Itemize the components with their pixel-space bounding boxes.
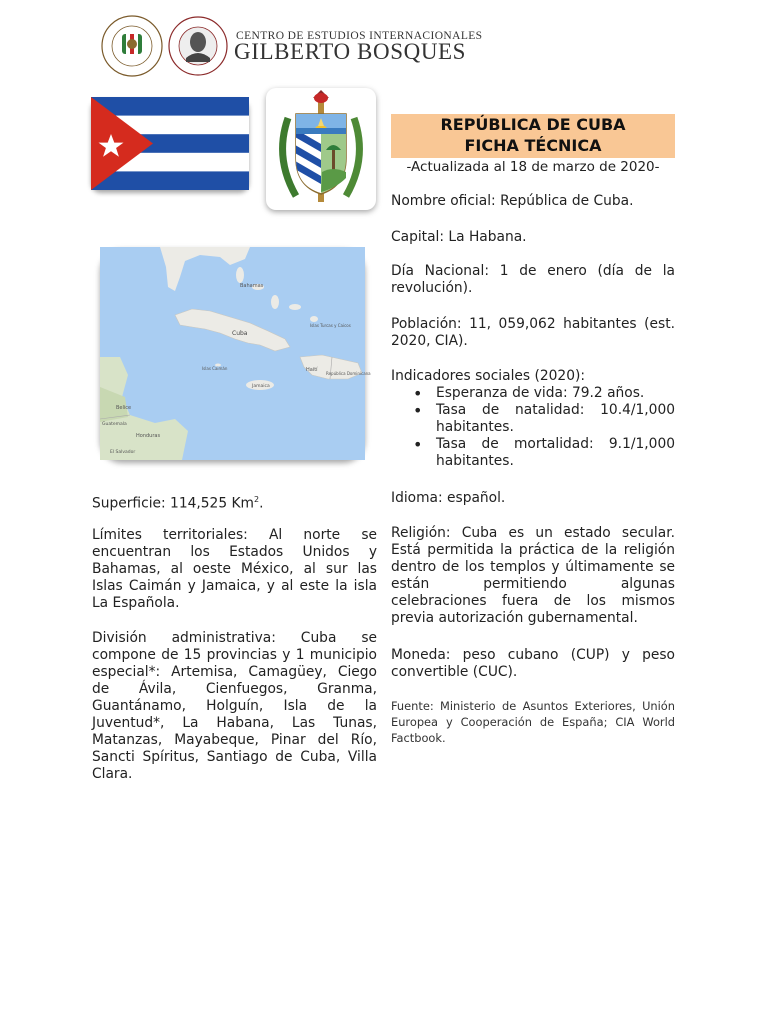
- list-item: • Tasa de mortalidad: 9.1/1,000 habitantes.: [436, 436, 675, 470]
- cuba-coat-of-arms: [266, 88, 376, 210]
- list-item: • Esperanza de vida: 79.2 años.: [436, 385, 675, 402]
- map-label-belice: Belice: [116, 405, 132, 411]
- social-indicators: [391, 368, 675, 470]
- list-item: • Tasa de natalidad: 10.4/1,000 habitantes.: [436, 402, 675, 436]
- national-day: Día Nacional: 1 de enero (día de la revolución).: [391, 263, 675, 296]
- org-name-big: GILBERTO BOSQUES: [234, 39, 467, 64]
- indicators-list: [391, 385, 675, 470]
- map-label-guatemala: Guatemala: [102, 422, 127, 427]
- capital: Capital: La Habana.: [391, 229, 527, 245]
- page-title: REPÚBLICA DE CUBA: [440, 115, 626, 134]
- updated-date: -Actualizada al 18 de marzo de 2020-: [406, 159, 660, 175]
- administrative-division: División administrativa: Cuba se compone de 15 provincias y 1 municipio especial*: Artemisa, Camagüey, Ciego de Ávila, Cienfuegos, Granma, Guantánamo, Holguín, Isla de la Juventud*, La Habana, Las Tunas, Matanzas, Mayabeque, Pinar del Río, Sancti Spíritus, Santiago de Cuba, Villa Clara.: [92, 630, 377, 782]
- population: Población: 11, 059,062 habitantes (est. 2020, CIA).: [391, 316, 675, 349]
- religion: Religión: Cuba es un estado secular. Está permitida la práctica de la religión dentro de los templos y últimamente se están permitiendo algunas celebraciones fuera de los mismos previa autorización gubernamental.: [391, 525, 675, 626]
- cuba-flag: [91, 97, 249, 190]
- senado-seal: [100, 14, 164, 78]
- surface-text: Superficie: 114,525 Km: [92, 495, 254, 512]
- map-label-salvador: El Salvador: [110, 450, 136, 455]
- caribbean-map: [100, 247, 371, 460]
- social-indicators-title: Indicadores sociales (2020):: [391, 368, 585, 384]
- title-box: [391, 114, 675, 158]
- page-subtitle: FICHA TÉCNICA: [464, 136, 602, 155]
- cei-seal: [168, 14, 228, 78]
- org-name-small: CENTRO DE ESTUDIOS INTERNACIONALES: [236, 30, 483, 42]
- borders: Límites territoriales: Al norte se encuentran los Estados Unidos y Bahamas, al oeste México, al sur las Islas Caimán y Jamaica, y al este la isla La Española.: [92, 527, 377, 611]
- surface-unit-sup: 2: [253, 495, 260, 504]
- source-note: Fuente: Ministerio de Asuntos Exteriores, Unión Europea y Cooperación de España; CIA World Factbook.: [391, 699, 675, 745]
- map-label-cuba: Cuba: [232, 330, 248, 337]
- official-name: Nombre oficial: República de Cuba.: [391, 193, 634, 209]
- map-label-jamaica: Jamaica: [252, 384, 270, 389]
- language: Idioma: español.: [391, 490, 506, 506]
- surface-end: .: [259, 495, 264, 512]
- map-label-dominicana: República Dominicana: [326, 371, 371, 376]
- map-label-cayman: Islas Caimán: [202, 366, 228, 371]
- surface-area: [92, 491, 377, 513]
- map-label-haiti: Haití: [306, 367, 318, 373]
- currency: Moneda: peso cubano (CUP) y peso convertible (CUC).: [391, 647, 675, 680]
- map-label-honduras: Honduras: [136, 433, 161, 439]
- map-label-bahamas: Bahamas: [240, 283, 264, 289]
- map-label-turks: Islas Turcas y Caicos: [310, 323, 351, 328]
